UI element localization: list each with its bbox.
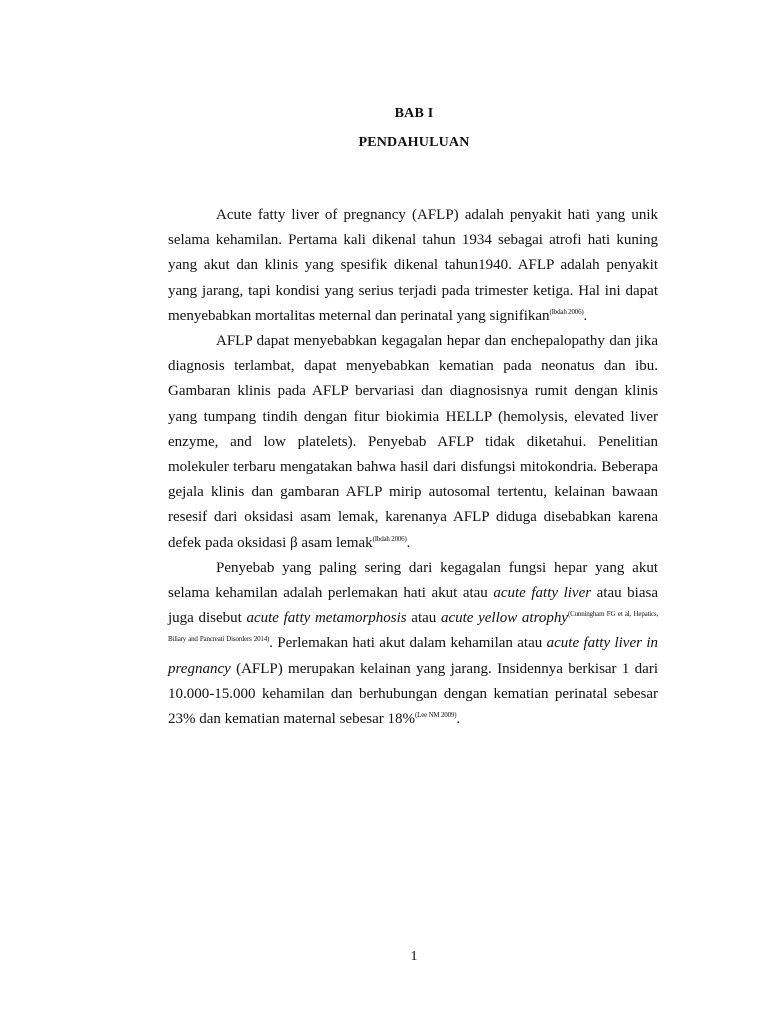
italic-term: acute yellow atrophy bbox=[440, 610, 569, 627]
paragraph-3-text: atau bbox=[406, 610, 441, 627]
paragraph-3 bbox=[168, 556, 658, 732]
paragraph-3-text: atau biasa juga disebut bbox=[168, 585, 658, 627]
paragraph-3-text: . Perlemakan hati akut dalam kehamilan atau bbox=[269, 635, 547, 652]
chapter-label: BAB I bbox=[394, 106, 434, 121]
period: . bbox=[456, 711, 461, 728]
paragraph-1-text: Acute fatty liver of pregnancy (AFLP) adalah penyakit hati yang unik selama kehamilan. Pertama kali dikenal tahun 1934 sebagai atrofi hati kuning yang akut dan klinis yang spesifik dikenal tahun1940. AFLP adalah penyakit yang jarang, tapi kondisi yang serius terjadi pada trimester ketiga. Hal ini dapat menyebabkan mortalitas meternal dan perinatal yang signifikan bbox=[168, 207, 658, 324]
paragraph-2-text: AFLP dapat menyebabkan kegagalan hepar dan enchepalopathy dan jika diagnosis terlambat, dapat menyebabkan kematian pada neonatus dan ibu. Gambaran klinis pada AFLP bervariasi dan diagnosisnya rumit dengan klinis yang tumpang tindih dengan fitur biokimia HELLP (hemolysis, elevated liver enzyme, and low platelets). Penyebab AFLP tidak diketahui. Penelitian molekuler terbaru mengatakan bahwa hasil dari disfungsi mitokondria. Beberapa gejala klinis dan gambaran AFLP mirip autosomal tertentu, kelainan bawaan resesif dari oksidasi asam lemak, karenanya AFLP diduga disebabkan karena defek pada oksidasi β asam lemak bbox=[168, 333, 658, 551]
page-number: 1 bbox=[410, 949, 418, 964]
period: . bbox=[406, 534, 411, 551]
italic-term: acute fatty liver in pregnancy bbox=[168, 635, 658, 677]
citation: (Cunningham FG et al, Hepatics, Biliary and Pancreati Disorders 2014) bbox=[168, 610, 658, 644]
citation: (Lee NM 2009) bbox=[415, 711, 457, 720]
paragraph-1 bbox=[168, 203, 658, 329]
paragraph-2 bbox=[168, 329, 658, 556]
body-text bbox=[168, 203, 658, 732]
period: . bbox=[583, 307, 588, 324]
italic-term: acute fatty liver bbox=[493, 585, 592, 602]
citation: (Ibdah 2006) bbox=[372, 534, 407, 543]
paragraph-3-text: (AFLP) merupakan kelainan yang jarang. Insidennya berkisar 1 dari 10.000-15.000 kehamilan dan berhubungan dengan kematian perinatal sebesar 23% dan kematian maternal sebesar 18% bbox=[168, 660, 658, 728]
italic-term: acute fatty metamorphosis bbox=[246, 610, 407, 627]
citation: (Ibdah 2006) bbox=[549, 307, 584, 316]
paragraph-3-text: Penyebab yang paling sering dari kegagalan fungsi hepar yang akut selama kehamilan adalah perlemakan hati akut atau bbox=[168, 559, 658, 602]
chapter-title: PENDAHULUAN bbox=[358, 135, 470, 150]
